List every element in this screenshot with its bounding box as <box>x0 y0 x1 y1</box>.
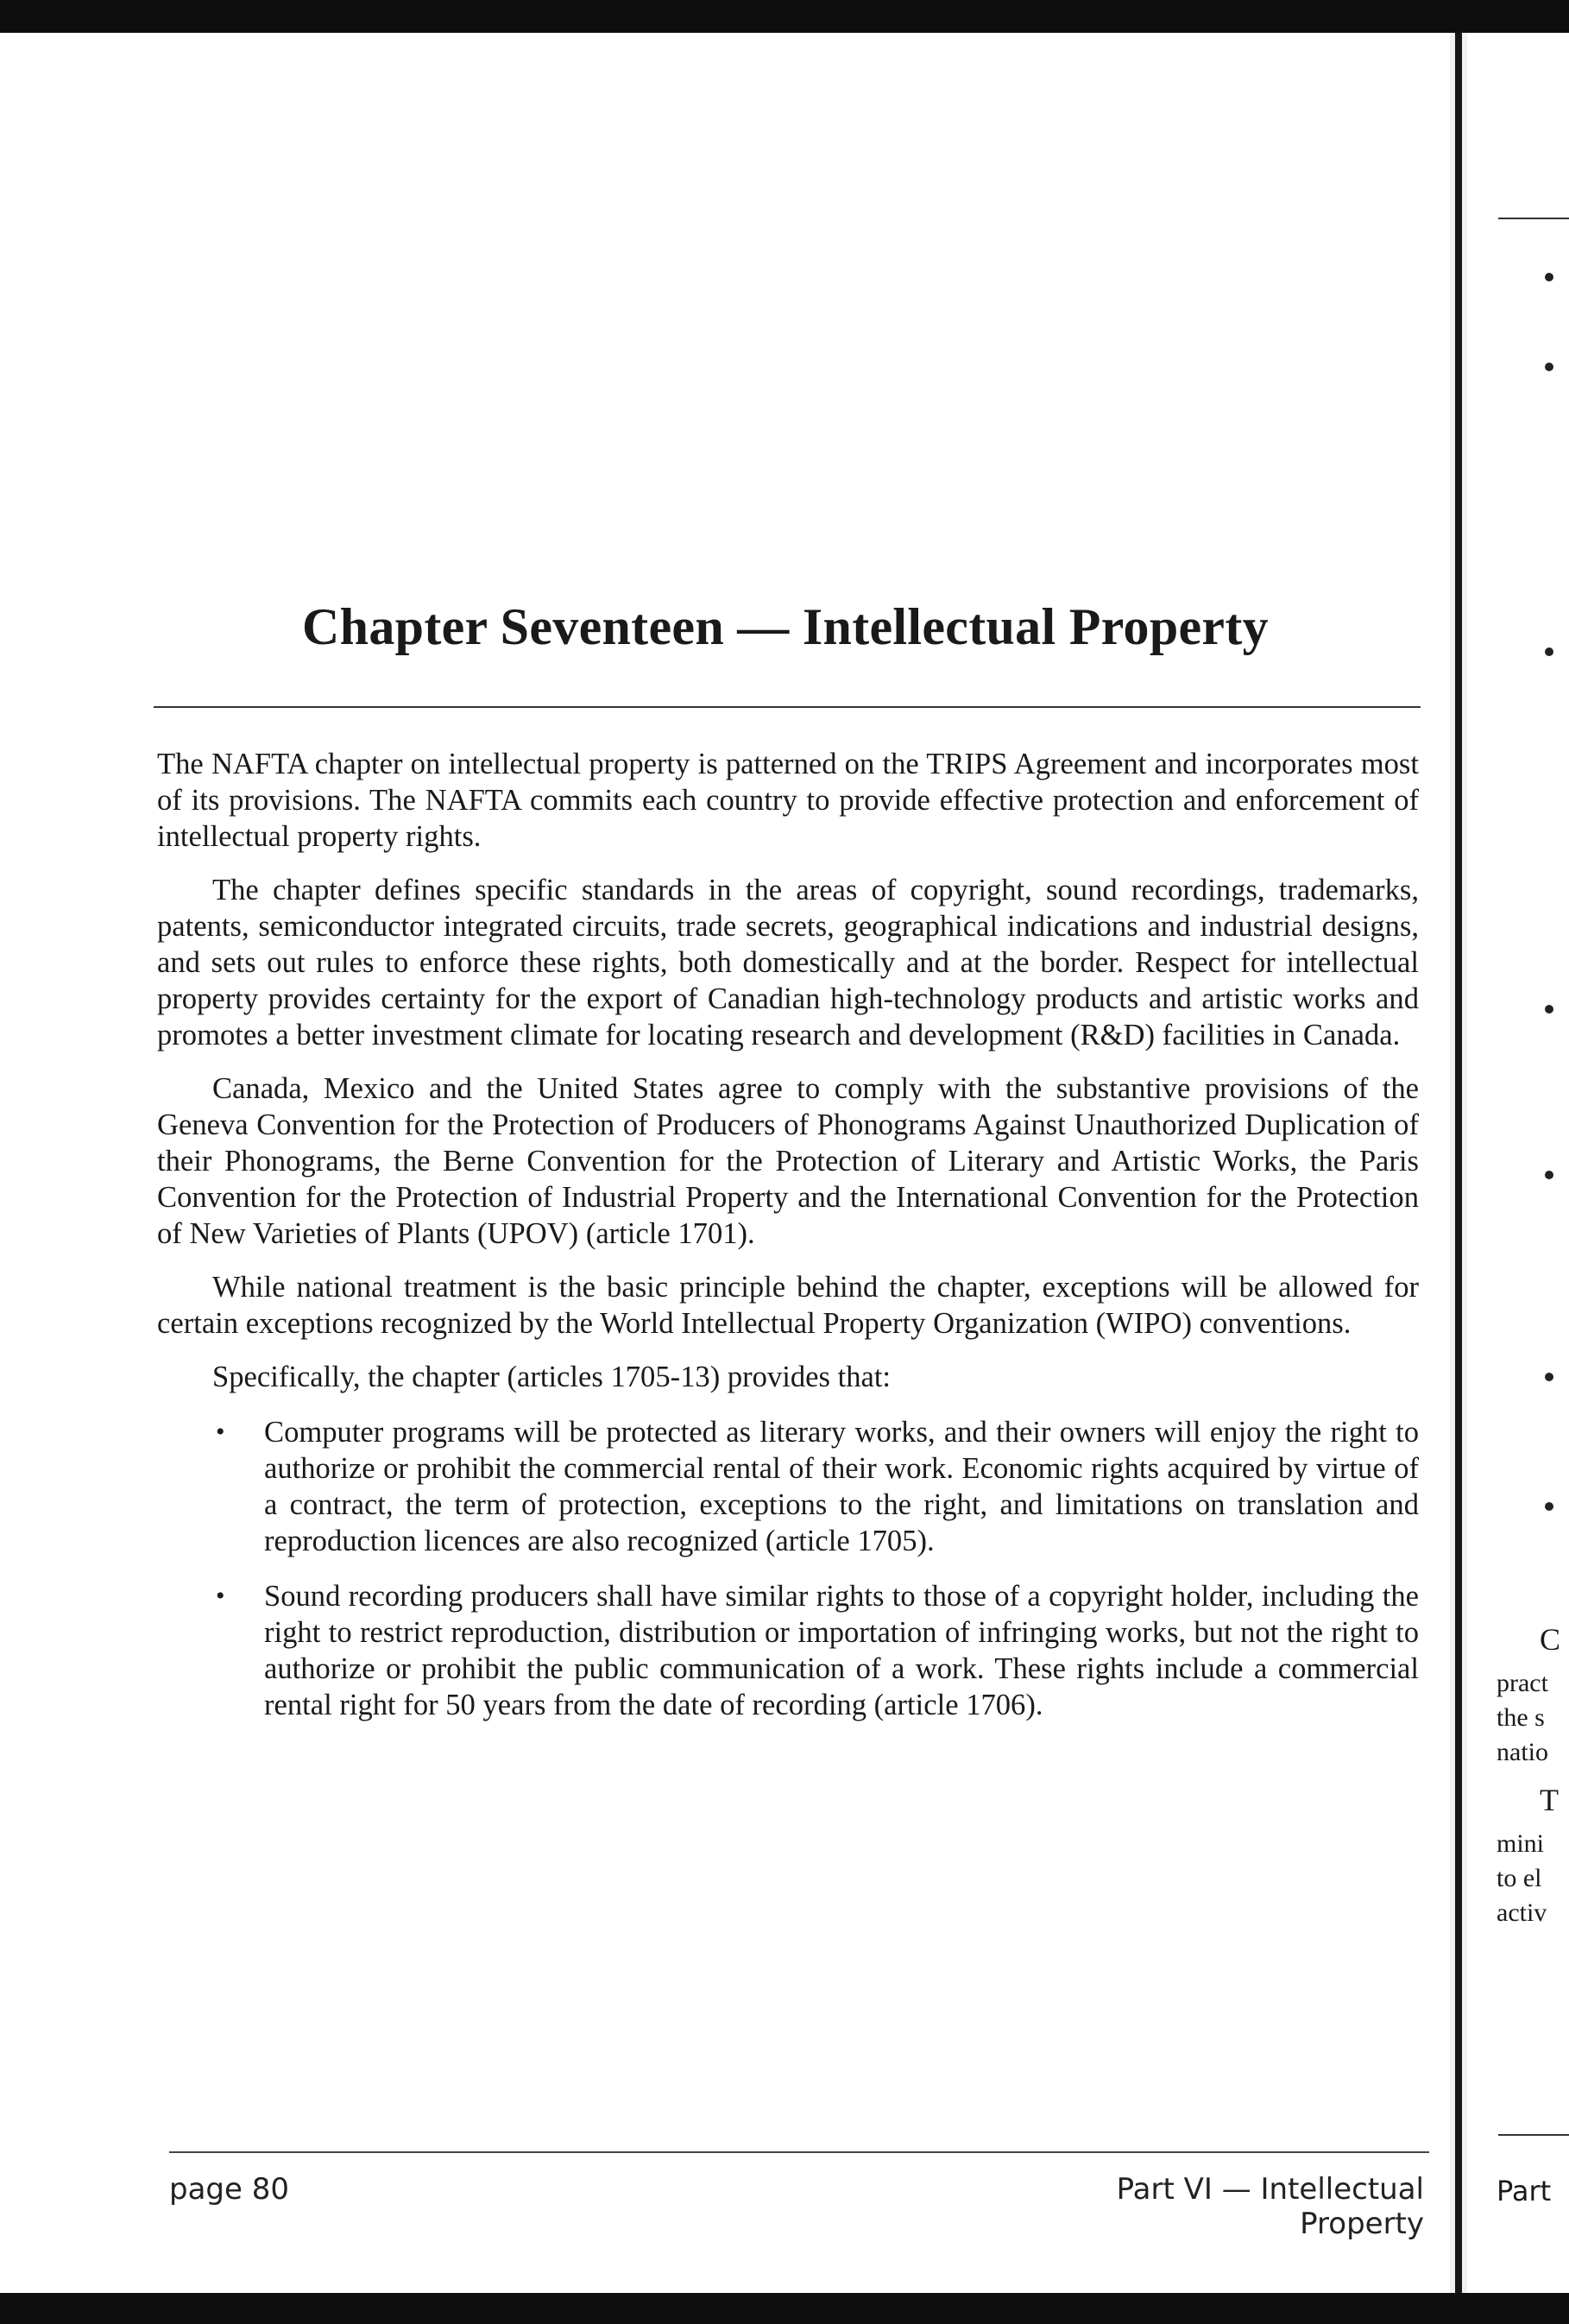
scan-border-top <box>0 0 1569 33</box>
conventions-paragraph: Canada, Mexico and the United States agree to comply with the substantive provisions of the Geneva Convention for the Protection of Producers of Phonograms Against Unauthorized Duplication of their Phonograms, the Berne Convention for the Protection of Literary and Artistic Works, the Paris Convention for the Protection of Industrial Property and the International Convention for the Protection of New Varieties of Plants (UPOV) (article 1701). <box>157 1072 1419 1250</box>
scan-border-bottom <box>0 2293 1569 2324</box>
facing-line: pract <box>1497 1669 1548 1697</box>
provisions-list <box>157 1414 1419 1723</box>
facing-line: activ <box>1497 1898 1547 1927</box>
page-number: page 80 <box>169 2172 289 2207</box>
standards-paragraph: The chapter defines specific standards in the areas of copyright, sound recordings, trademarks, patents, semiconductor integrated circuits, trade secrets, geographical indications and industrial designs, and sets out rules to enforce these rights, both domestically and at the border. Respect for intellectual property provides certainty for the export of Canadian high-technology products and artistic works and promotes a better investment climate for locating research and development (R&D) facilities in Canada. <box>157 874 1419 1051</box>
facing-bullet-icon <box>1545 647 1553 656</box>
facing-bullet-icon <box>1545 1171 1553 1179</box>
facing-bullet-icon <box>1545 273 1553 281</box>
bullet-icon: • <box>216 1582 225 1610</box>
facing-line: mini <box>1497 1829 1545 1858</box>
facing-footer: Part <box>1497 2175 1552 2207</box>
facing-footer-rule <box>1498 2134 1569 2136</box>
bullet-icon: • <box>216 1418 225 1446</box>
facing-bullet-icon <box>1545 363 1553 371</box>
title-rule <box>154 706 1421 708</box>
facing-dropcap-c: C <box>1540 1622 1561 1657</box>
facing-line: to el <box>1497 1864 1542 1892</box>
facing-dropcap-t: T <box>1540 1783 1559 1817</box>
facing-bullet-icon <box>1545 1373 1553 1381</box>
facing-line: natio <box>1497 1738 1548 1766</box>
list-intro: Specifically, the chapter (articles 1705-13) provides that: <box>212 1361 892 1393</box>
book-spine-shadow <box>1455 33 1462 2293</box>
national-treatment-paragraph: While national treatment is the basic principle behind the chapter, exceptions will be allowed for certain exceptions recognized by the World Intellectual Property Organization (WIPO) conventions. <box>157 1271 1419 1340</box>
facing-line: the s <box>1497 1703 1545 1732</box>
list-item <box>157 1414 1419 1559</box>
facing-page-rule <box>1498 218 1569 219</box>
list-item-text: Sound recording producers shall have similar rights to those of a copyright holder, including the right to restrict reproduction, distribution or importation of infringing works, but not the right to authorize or prohibit the public communication of a work. These rights include a commercial rental right for 50 years from the date of recording (article 1706). <box>264 1580 1419 1721</box>
running-footer: Part VI — Intellectual Property <box>1116 2172 1424 2241</box>
body-text <box>157 746 1419 1742</box>
facing-bullet-icon <box>1545 1005 1553 1014</box>
chapter-title: Chapter Seventeen — Intellectual Property <box>302 598 1269 655</box>
intro-paragraph: The NAFTA chapter on intellectual property is patterned on the TRIPS Agreement and incorporates most of its provisions. The NAFTA commits each country to provide effective protection and enforcement of intellectual property rights. <box>157 748 1419 853</box>
footer-rule <box>169 2151 1429 2153</box>
facing-bullet-icon <box>1545 1502 1553 1511</box>
list-item <box>157 1578 1419 1723</box>
list-item-text: Computer programs will be protected as literary works, and their owners will enjoy the right to authorize or prohibit the commercial rental of their work. Economic rights acquired by virtue of a contract, the term of protection, exceptions to the right, and limitations on translation and reproduction licences are also recognized (article 1705). <box>264 1416 1419 1557</box>
